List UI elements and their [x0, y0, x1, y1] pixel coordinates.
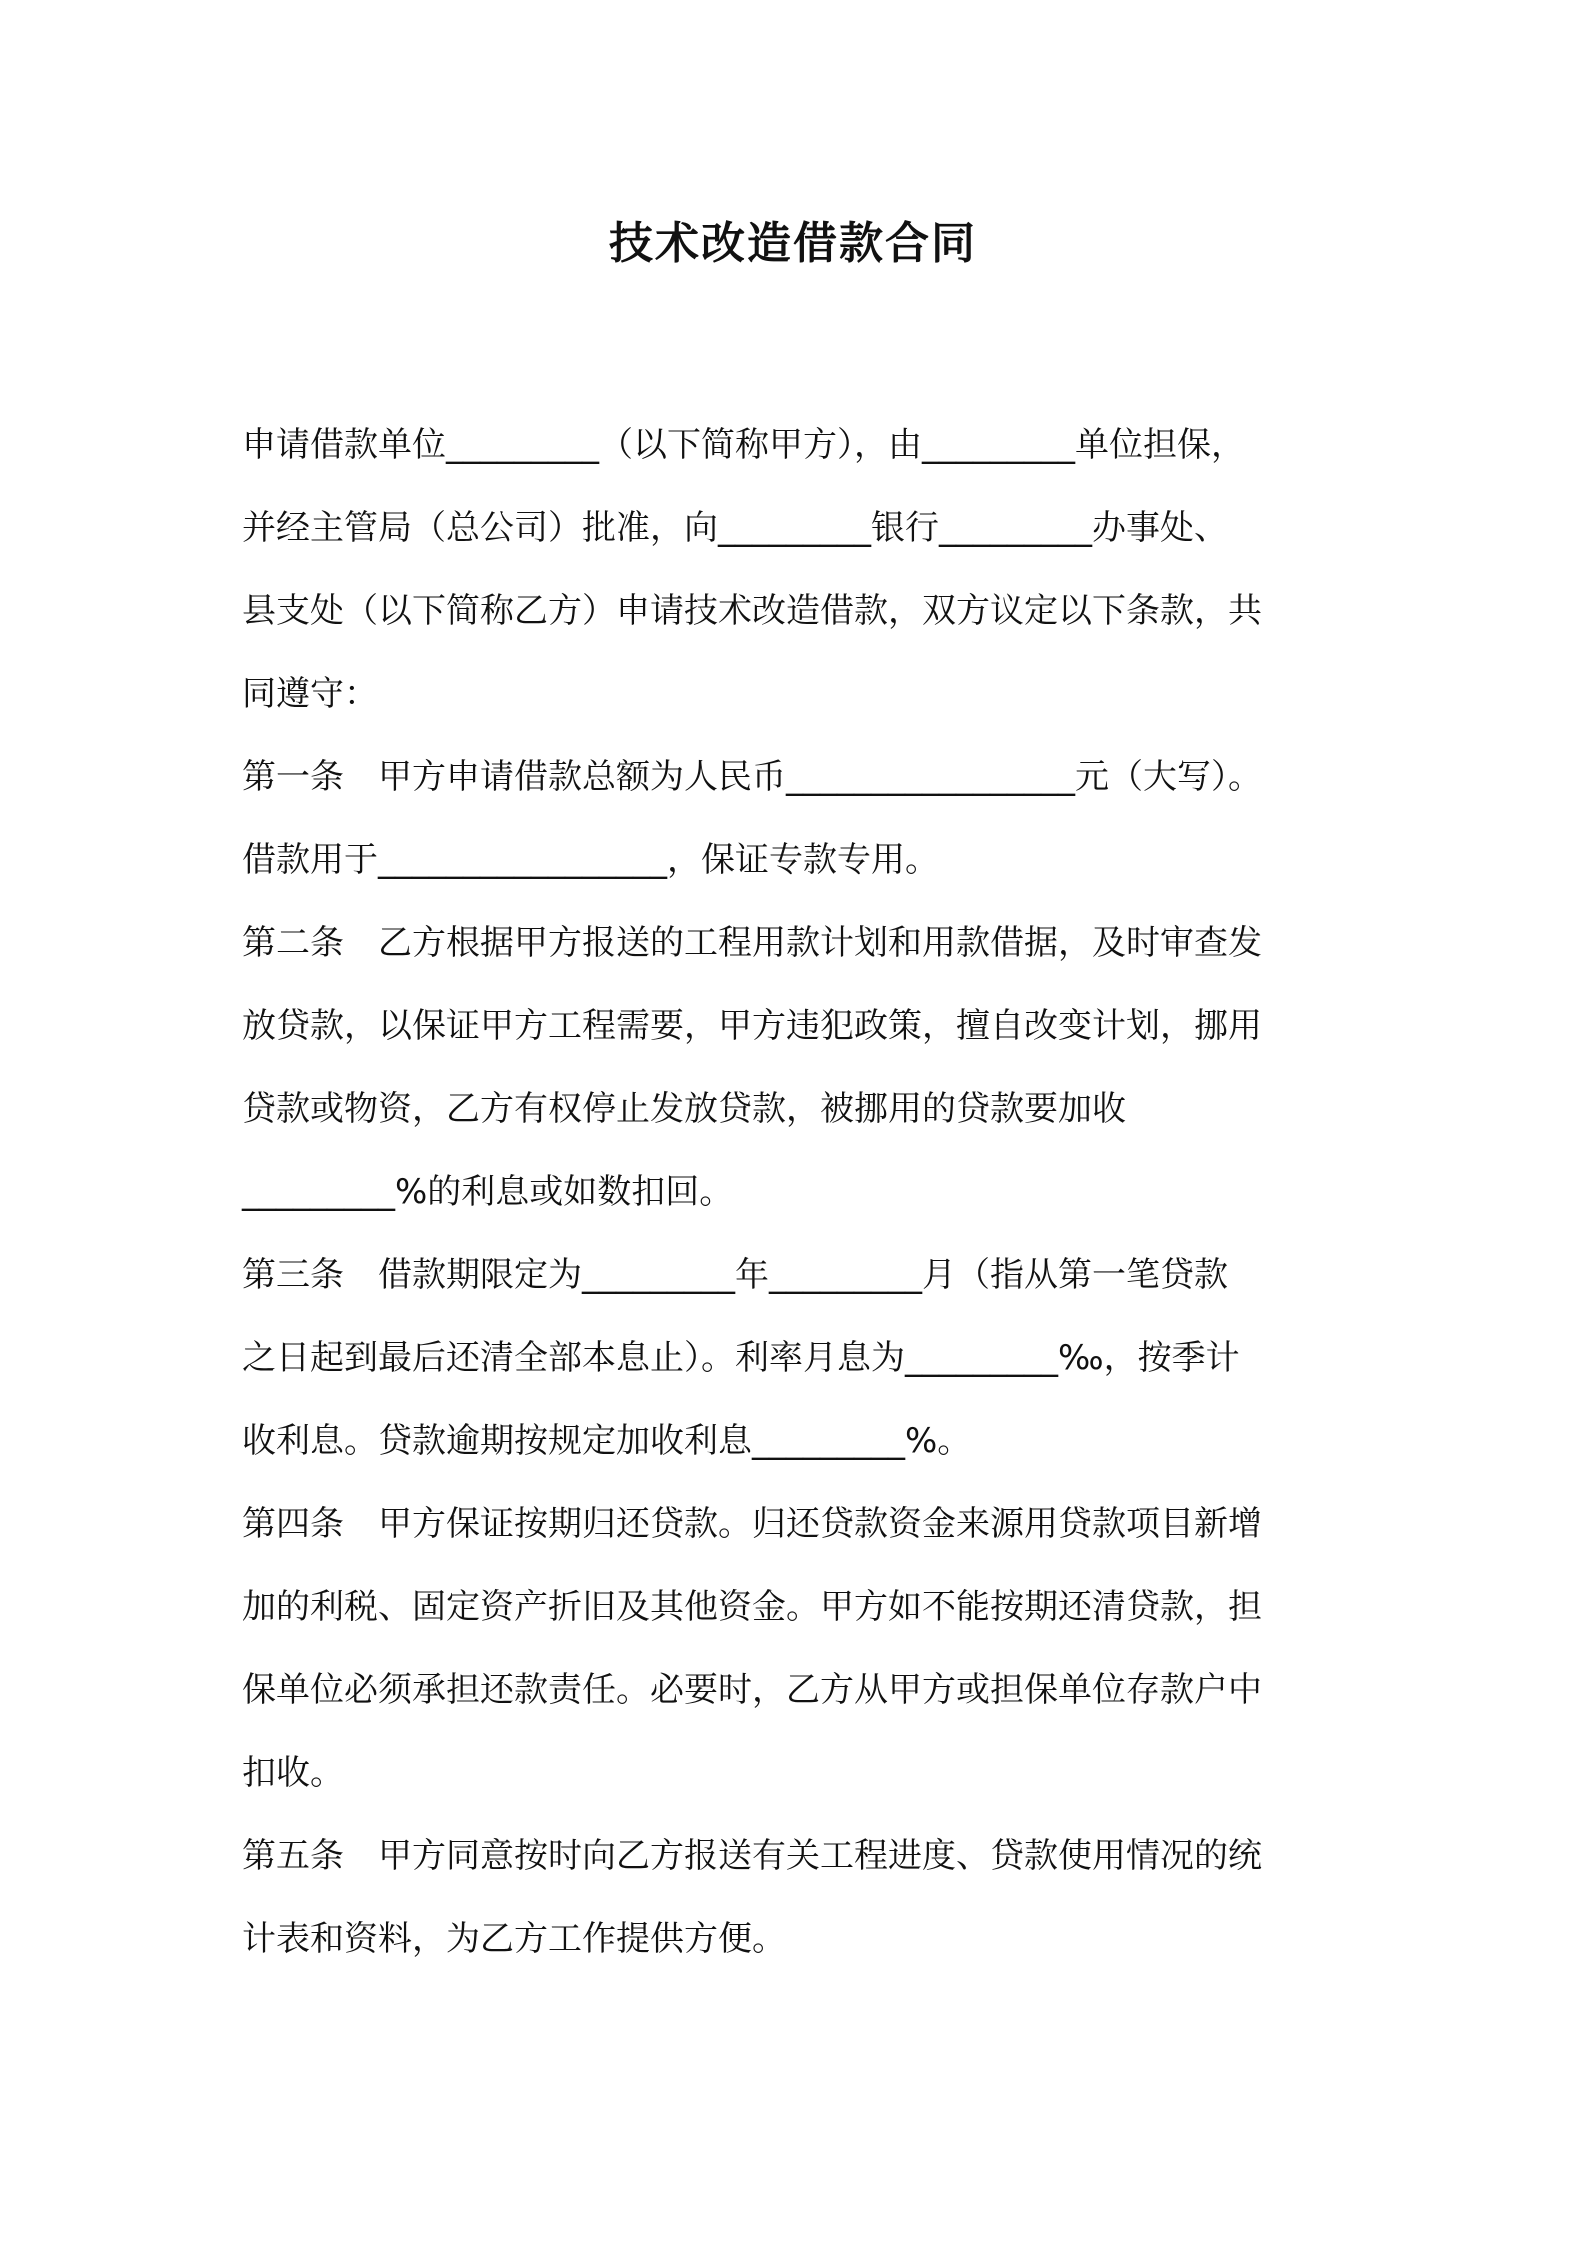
article-1-line: 借款用于_________________，保证专款专用。 — [242, 840, 939, 880]
article-3-line: 收利息。贷款逾期按规定加收利息_________%。 — [242, 1421, 972, 1461]
body-line: 同遵守： — [242, 674, 378, 714]
document-title: 技术改造借款合同 — [609, 218, 977, 269]
body-line: 并经主管局（总公司）批准，向_________银行_________办事处、 — [242, 508, 1228, 548]
body-line: 申请借款单位_________（以下简称甲方），由_________单位担保， — [242, 425, 1245, 465]
article-2-line: 第二条 乙方根据甲方报送的工程用款计划和用款借据，及时审查发 — [242, 923, 1262, 963]
article-5-line: 第五条 甲方同意按时向乙方报送有关工程进度、贷款使用情况的统 — [242, 1836, 1262, 1876]
article-1-line: 第一条 甲方申请借款总额为人民币_________________元（大写）。 — [242, 757, 1262, 797]
article-4-line: 第四条 甲方保证按期归还贷款。归还贷款资金来源用贷款项目新增 — [242, 1504, 1262, 1544]
article-3-line: 之日起到最后还清全部本息止）。利率月息为_________‰，按季计 — [242, 1338, 1240, 1378]
article-5-line: 计表和资料，为乙方工作提供方便。 — [242, 1919, 786, 1959]
article-4-line: 保单位必须承担还款责任。必要时，乙方从甲方或担保单位存款户中 — [242, 1670, 1262, 1710]
article-4-line: 扣收。 — [242, 1753, 344, 1793]
document-body — [242, 404, 1362, 1981]
article-3-line: 第三条 借款期限定为_________年_________月（指从第一笔贷款 — [242, 1255, 1228, 1295]
body-line: 县支处（以下简称乙方）申请技术改造借款，双方议定以下条款，共 — [242, 591, 1262, 631]
article-2-line: _________%的利息或如数扣回。 — [242, 1172, 734, 1212]
article-4-line: 加的利税、固定资产折旧及其他资金。甲方如不能按期还清贷款，担 — [242, 1587, 1262, 1627]
article-2-line: 放贷款，以保证甲方工程需要，甲方违犯政策，擅自改变计划，挪用 — [242, 1006, 1262, 1046]
article-2-line: 贷款或物资，乙方有权停止发放贷款，被挪用的贷款要加收 — [242, 1089, 1126, 1129]
